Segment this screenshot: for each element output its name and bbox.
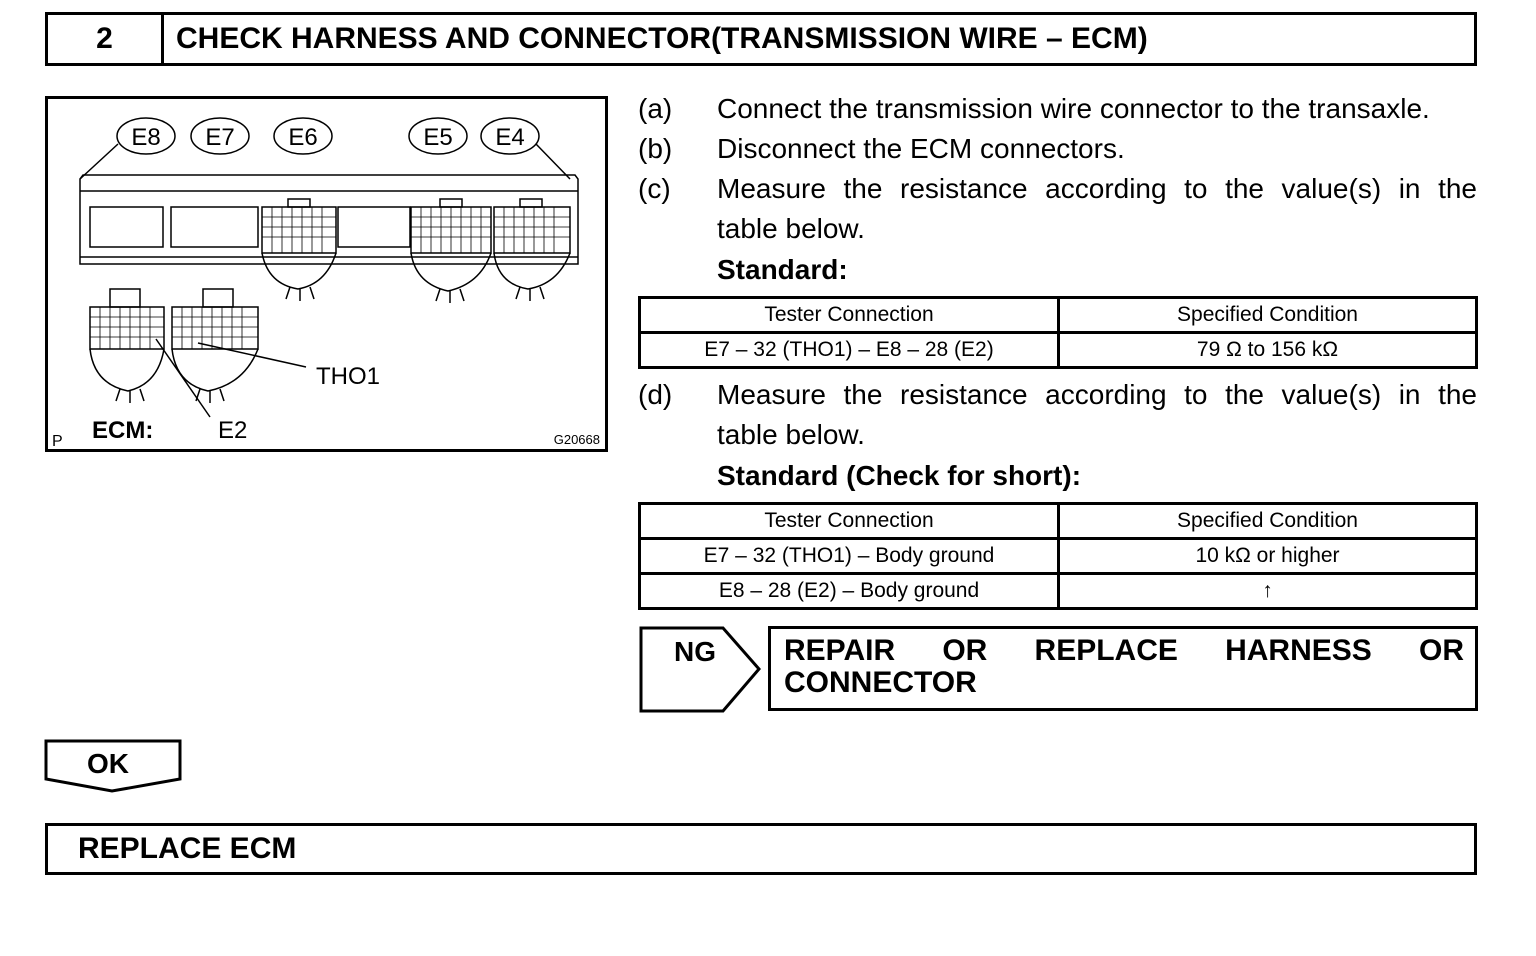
step-text-line2: table below. — [717, 213, 865, 244]
standard-short-table — [638, 502, 1478, 610]
table-header-cell: Tester Connection — [640, 298, 1059, 333]
standard-short-heading: Standard (Check for short): — [717, 460, 1082, 491]
table-header-cell: Specified Condition — [1059, 298, 1477, 333]
step-title: CHECK HARNESS AND CONNECTOR(TRANSMISSION WIRE – ECM) — [176, 22, 1148, 55]
replace-ecm-box: REPLACE ECM — [45, 823, 1477, 875]
step-text: Connect the transmission wire connector to the transaxle. — [717, 93, 1430, 124]
table-cell: 79 Ω to 156 kΩ — [1059, 333, 1477, 368]
table-row — [640, 574, 1477, 609]
table-cell: E8 – 28 (E2) – Body ground — [640, 574, 1059, 609]
step-a — [638, 89, 1478, 129]
ng-label: NG — [674, 636, 716, 667]
standard-table — [638, 296, 1478, 369]
table-header-cell: Specified Condition — [1059, 504, 1477, 539]
connector-label-e6: E6 — [288, 124, 318, 151]
table-header-cell: Tester Connection — [640, 504, 1059, 539]
step-number: 2 — [48, 15, 164, 63]
section-header — [45, 12, 1477, 66]
step-text: Disconnect the ECM connectors. — [717, 133, 1125, 164]
table-row — [640, 333, 1477, 368]
table-cell: E7 – 32 (THO1) – Body ground — [640, 539, 1059, 574]
ecm-connector-diagram — [45, 96, 608, 452]
ok-label: OK — [87, 748, 129, 779]
step-text-line1: Measure the resistance according to the value(s) in the — [717, 379, 1477, 410]
step-c — [638, 169, 1478, 249]
ecm-label: ECM: — [92, 417, 154, 444]
p-label: P — [52, 433, 63, 449]
step-label: (d) — [638, 379, 673, 410]
table-cell: 10 kΩ or higher — [1059, 539, 1477, 574]
table-cell: E7 – 32 (THO1) – E8 – 28 (E2) — [640, 333, 1059, 368]
standard-heading: Standard: — [717, 254, 848, 285]
table-header-row — [640, 298, 1477, 333]
e2-label: E2 — [218, 417, 248, 444]
table-row — [640, 539, 1477, 574]
table-cell: ↑ — [1059, 574, 1477, 609]
step-d — [638, 375, 1478, 455]
step-label: (b) — [638, 133, 673, 164]
connector-label-e4: E4 — [495, 124, 525, 151]
connector-label-e8: E8 — [131, 124, 161, 151]
table-header-row — [640, 504, 1477, 539]
step-label: (c) — [638, 173, 671, 204]
ecm-illustration — [48, 99, 605, 449]
tho1-label: THO1 — [316, 363, 381, 390]
connector-label-e7: E7 — [205, 124, 235, 151]
step-text-line1: Measure the resistance according to the value(s) in the — [717, 173, 1477, 204]
figure-code: G20668 — [553, 432, 600, 447]
step-text-line2: table below. — [717, 419, 865, 450]
step-label: (a) — [638, 93, 673, 124]
ng-action-text: REPAIR OR REPLACE HARNESS OR CONNECTOR — [784, 634, 1464, 699]
connector-label-e5: E5 — [423, 124, 453, 151]
step-b — [638, 129, 1478, 169]
